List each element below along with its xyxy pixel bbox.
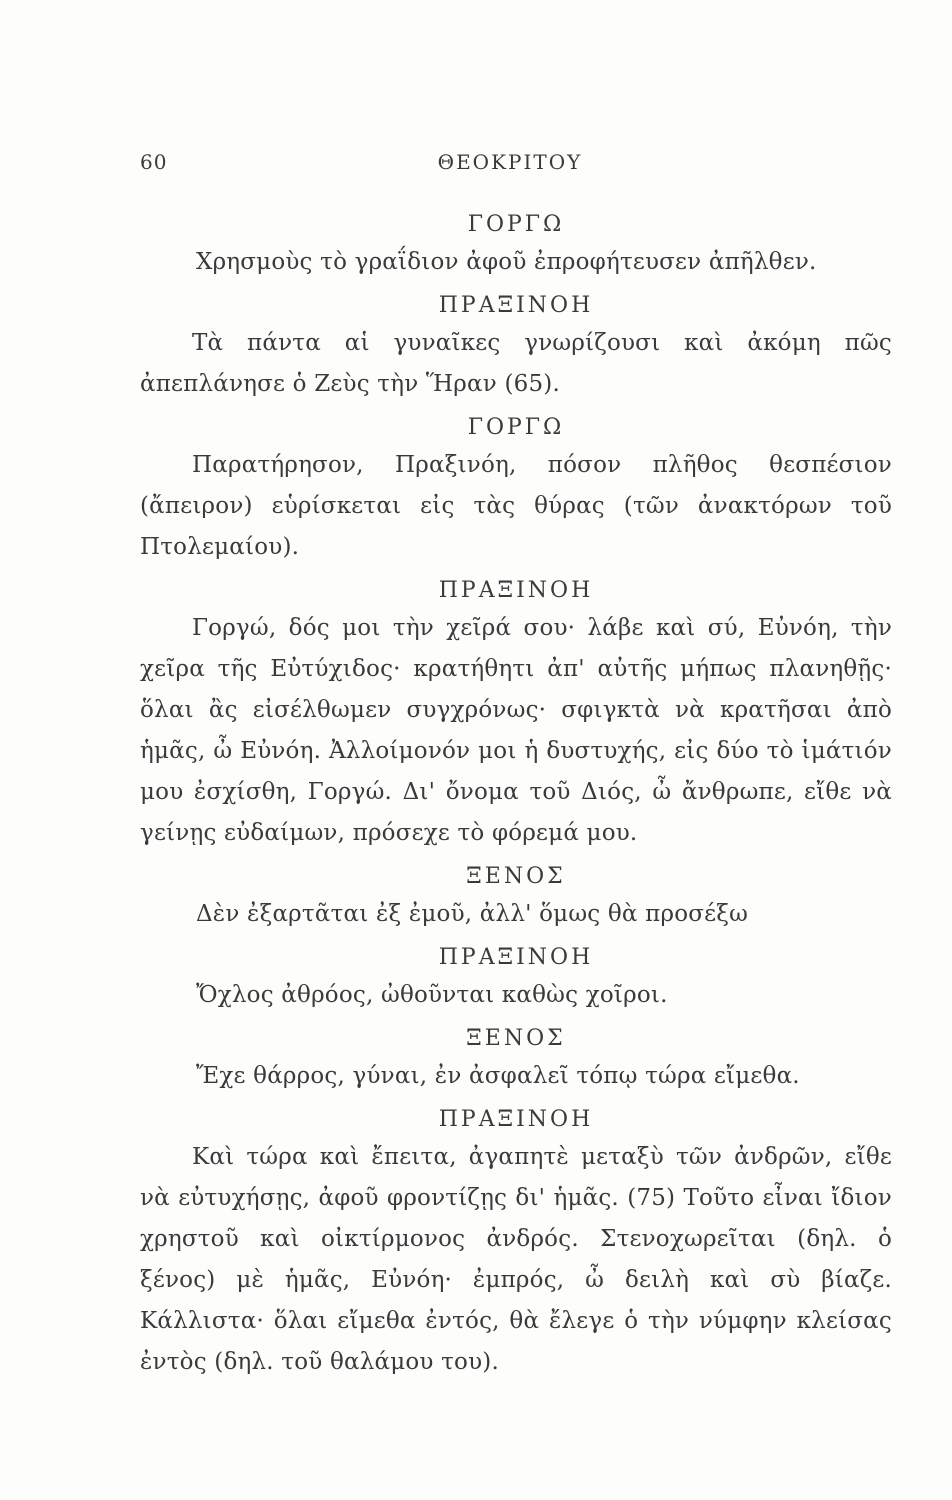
speech-paragraph: Παρατήρησον, Πραξινόη, πόσον πλῆθος θεσπέσιον (ἄπειρον) εὑρίσκεται εἰς τὰς θύρας (τῶν ἀνακτόρων τοῦ Πτολεμαίου). xyxy=(140,452,892,560)
speech-paragraph: Ἔχε θάρρος, γύναι, ἐν ἀσφαλεῖ τόπῳ τώρα εἴμεθα. xyxy=(196,1063,800,1089)
speech-paragraph: Δὲν ἐξαρτᾶται ἐξ ἐμοῦ, ἀλλ' ὅμως θὰ προσέξω xyxy=(196,901,749,927)
speaker-name: ΓΟΡΓΩ xyxy=(467,415,565,440)
dialogue-text xyxy=(140,208,892,1389)
running-head xyxy=(140,150,880,180)
speech-paragraph: Καὶ τώρα καὶ ἔπειτα, ἀγαπητὲ μεταξὺ τῶν ἀνδρῶν, εἴθε νὰ εὐτυχήσῃς, ἀφοῦ φροντίζῃς δι' ἡμᾶς. (75) Τοῦτο εἶναι ἴδιον χρηστοῦ καὶ οἰκτίρμονος ἀνδρός. Στενοχωρεῖται (δηλ. ὁ ξένος) μὲ ἡμᾶς, Εὐνόη· ἐμπρός, ὦ δειλὴ καὶ σὺ βίαζε. Κάλλιστα· ὅλαι εἴμεθα ἐντός, θὰ ἔλεγε ὁ τὴν νύμφην κλείσας ἐντὸς (δηλ. τοῦ θαλάμου του). xyxy=(140,1144,892,1375)
speaker-name: ΓΟΡΓΩ xyxy=(467,212,565,237)
speaker-name: ΠΡΑΞΙΝΟΗ xyxy=(438,945,594,970)
speaker-name: ΠΡΑΞΙΝΟΗ xyxy=(438,578,594,603)
speaker-name: ΞΕΝΟΣ xyxy=(466,864,566,889)
speaker-name: ΞΕΝΟΣ xyxy=(466,1026,566,1051)
speech-paragraph: Γοργώ, δός μοι τὴν χεῖρά σου· λάβε καὶ σύ, Εὐνόη, τὴν χεῖρα τῆς Εὐτύχιδος· κρατήθητι ἀπ' αὐτῆς μήπως πλανηθῇς· ὅλαι ἂς εἰσέλθωμεν συγχρόνως· σφιγκτὰ νὰ κρατῆσαι ἀπὸ ἡμᾶς, ὦ Εὐνόη. Ἀλλοίμονόν μοι ἡ δυστυχής, εἰς δύο τὸ ἱμάτιόν μου ἐσχίσθη, Γοργώ. Δι' ὄνομα τοῦ Διός, ὦ ἄνθρωπε, εἴθε νὰ γείνῃς εὐδαίμων, πρόσεχε τὸ φόρεμά μου. xyxy=(140,615,892,846)
page-number: 60 xyxy=(140,150,168,174)
speech-paragraph: Ὄχλος ἀθρόος, ὠθοῦνται καθὼς χοῖροι. xyxy=(196,982,668,1008)
running-title: ΘΕΟΚΡΙΤΟΥ xyxy=(437,150,583,174)
speaker-name: ΠΡΑΞΙΝΟΗ xyxy=(438,1107,594,1132)
speaker-name: ΠΡΑΞΙΝΟΗ xyxy=(438,293,594,318)
speech-paragraph: Χρησμοὺς τὸ γραΐδιον ἀφοῦ ἐπροφήτευσεν ἀπῆλθεν. xyxy=(196,249,817,275)
speech-paragraph: Τὰ πάντα αἱ γυναῖκες γνωρίζουσι καὶ ἀκόμη πῶς ἀπεπλάνησε ὁ Ζεὺς τὴν Ἥραν (65). xyxy=(140,330,892,397)
